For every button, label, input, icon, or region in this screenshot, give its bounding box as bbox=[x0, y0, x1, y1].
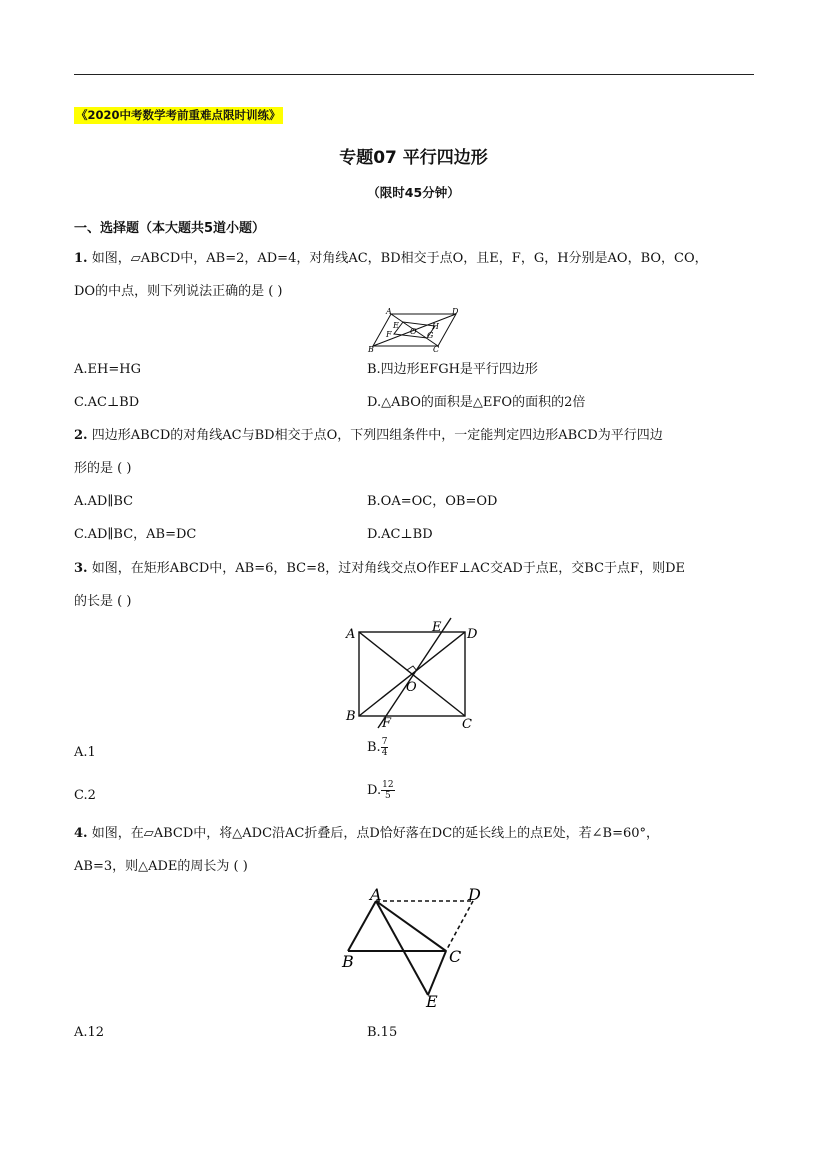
q1-figure bbox=[360, 305, 470, 355]
q1-label-c: C bbox=[433, 345, 440, 354]
q4-side-ac bbox=[376, 901, 446, 951]
q1-label-h: H bbox=[432, 322, 439, 331]
q4-label-b: B bbox=[342, 952, 354, 971]
q2-option-d: D.AC⊥BD bbox=[367, 527, 433, 542]
q3-option-b bbox=[367, 737, 388, 758]
q3-option-a: A.1 bbox=[74, 745, 96, 760]
q4-side-ae bbox=[376, 901, 428, 995]
q1-label-o: O bbox=[410, 327, 417, 336]
q3-label-d: D bbox=[467, 627, 478, 642]
q4-label-c: C bbox=[449, 947, 462, 966]
q4-number: 4. bbox=[74, 826, 88, 841]
q1-option-b: B.四边形EFGH是平行四边形 bbox=[367, 362, 538, 377]
q4-stem-line2: AB=3，则△ADE的周长为 ( ) bbox=[74, 859, 248, 874]
q1-stem-line1 bbox=[74, 251, 708, 267]
q2-option-b: B.OA=OC，OB=OD bbox=[367, 494, 498, 509]
q1-option-d: D.△ABO的面积是△EFO的面积的2倍 bbox=[367, 395, 586, 410]
q1-option-c: C.AC⊥BD bbox=[74, 395, 140, 410]
q1-stem-line2: DO的中点，则下列说法正确的是 ( ) bbox=[74, 284, 283, 299]
q3-option-b-numerator: 7 bbox=[381, 737, 388, 747]
q3-label-f: F bbox=[382, 716, 392, 731]
q1-label-a: A bbox=[386, 307, 392, 316]
q3-label-a: A bbox=[346, 627, 356, 642]
q4-stem-line1 bbox=[74, 826, 659, 842]
q4-label-a: A bbox=[370, 885, 382, 904]
time-limit: （限时45分钟） bbox=[367, 185, 460, 200]
q3-option-d bbox=[367, 780, 395, 801]
q3-stem-line2: 的长是 ( ) bbox=[74, 594, 132, 609]
q1-label-e: E bbox=[393, 321, 399, 330]
q3-label-o: O bbox=[406, 680, 417, 695]
q1-label-g: G bbox=[427, 331, 434, 340]
q1-number: 1. bbox=[74, 251, 88, 266]
q3-option-d-numerator: 12 bbox=[382, 780, 394, 790]
q3-label-c: C bbox=[462, 717, 472, 732]
q3-number: 3. bbox=[74, 561, 88, 576]
q2-text-1: 四边形ABCD的对角线AC与BD相交于点O，下列四组条件中，一定能判定四边形ABCD为平行四边 bbox=[87, 428, 663, 443]
q4-side-ce bbox=[428, 951, 446, 995]
header-rule bbox=[74, 74, 754, 75]
page-title: 专题07 平行四边形 bbox=[339, 148, 488, 168]
q3-option-b-denominator: 4 bbox=[381, 748, 388, 758]
q1-option-a: A.EH=HG bbox=[74, 362, 141, 377]
q3-option-b-fraction bbox=[381, 737, 389, 758]
q4-label-e: E bbox=[426, 992, 438, 1011]
q4-figure bbox=[335, 882, 495, 1012]
section-heading: 一、选择题（本大题共5道小题） bbox=[74, 221, 266, 236]
q3-text-1: 如图，在矩形ABCD中，AB=6，BC=8，过对角线交点O作EF⊥AC交AD于点E，交BC于点F，则DE bbox=[87, 561, 685, 576]
q4-label-d: D bbox=[468, 885, 481, 904]
q1-label-b: B bbox=[368, 345, 374, 354]
q1-text-1: 如图，▱ABCD中，AB=2，AD=4，对角线AC，BD相交于点O，且E，F，G，H分别是AO，BO，CO， bbox=[87, 251, 708, 266]
q1-label-d: D bbox=[452, 307, 459, 316]
q1-label-f: F bbox=[386, 330, 392, 339]
q3-stem-line1 bbox=[74, 561, 685, 577]
series-tag: 《2020中考数学考前重难点限时训练》 bbox=[76, 108, 281, 122]
q2-stem-line2: 形的是 ( ) bbox=[74, 461, 132, 476]
q3-option-c: C.2 bbox=[74, 788, 96, 803]
q2-option-a: A.AD∥BC bbox=[74, 494, 134, 509]
q3-label-e: E bbox=[432, 620, 442, 635]
q2-option-c: C.AD∥BC，AB=DC bbox=[74, 527, 197, 542]
q4-dashed-dc bbox=[446, 901, 473, 951]
q4-option-a: A.12 bbox=[74, 1025, 105, 1040]
q4-option-b: B.15 bbox=[367, 1025, 398, 1040]
q3-option-d-fraction bbox=[381, 780, 394, 801]
q3-option-d-prefix: D. bbox=[367, 783, 382, 798]
q4-text-1: 如图，在▱ABCD中，将△ADC沿AC折叠后，点D恰好落在DC的延长线上的点E处，若∠B=60°， bbox=[87, 826, 660, 841]
q3-option-d-denominator: 5 bbox=[384, 791, 391, 801]
q3-label-b: B bbox=[346, 709, 356, 724]
q4-side-ab bbox=[348, 901, 376, 951]
q2-stem-line1 bbox=[74, 428, 663, 444]
q3-figure bbox=[340, 614, 480, 732]
q3-option-b-prefix: B. bbox=[367, 740, 381, 755]
q2-number: 2. bbox=[74, 428, 88, 443]
